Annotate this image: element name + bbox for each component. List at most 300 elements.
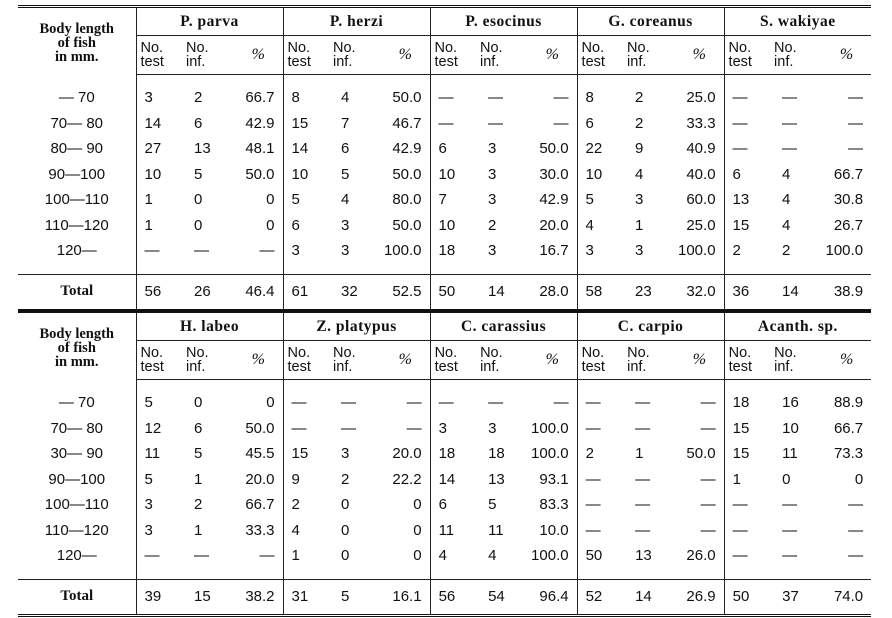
no-test-cell: — bbox=[577, 492, 623, 518]
no-test-cell: — bbox=[577, 416, 623, 442]
no-test-header: No. test bbox=[283, 341, 329, 380]
no-inf-cell: 3 bbox=[488, 165, 497, 183]
total-no-test-cell: 56 bbox=[430, 579, 476, 615]
no-test-cell: 10 bbox=[283, 162, 329, 188]
no-inf-cell: 3 bbox=[635, 191, 644, 209]
no-test-header: No. test bbox=[136, 36, 182, 75]
table-row bbox=[18, 136, 871, 162]
no-inf-cell: 4 bbox=[782, 191, 791, 209]
no-test-cell: 3 bbox=[430, 416, 476, 442]
percent-cell: 100.0 bbox=[531, 419, 569, 437]
total-no-inf-cell: 5 bbox=[329, 579, 377, 615]
no-inf-cell: 0 bbox=[341, 521, 350, 539]
no-inf-cell: 4 bbox=[782, 165, 791, 183]
no-test-cell: 11 bbox=[136, 441, 182, 467]
species-name: C. carassius bbox=[430, 312, 577, 341]
no-inf-cell: 0 bbox=[194, 216, 203, 234]
no-inf-header: No. inf. bbox=[182, 36, 230, 75]
table-row bbox=[18, 187, 871, 213]
percent-cell: 100.0 bbox=[825, 242, 864, 260]
percent-cell: — bbox=[848, 140, 864, 158]
total-no-test-cell: 50 bbox=[724, 579, 770, 615]
no-inf-header: No. inf. bbox=[770, 36, 818, 75]
no-inf-cell: — bbox=[341, 419, 357, 437]
length-class-label: 80— 90 bbox=[50, 140, 104, 158]
total-no-test-cell: 50 bbox=[430, 274, 476, 310]
length-class-label: 30— 90 bbox=[50, 445, 104, 463]
table-row bbox=[18, 85, 871, 111]
no-test-cell: 2 bbox=[577, 441, 623, 467]
no-test-cell: — bbox=[724, 518, 770, 544]
species-name: P. parva bbox=[136, 7, 283, 36]
no-inf-cell: 1 bbox=[635, 445, 644, 463]
no-test-cell: 15 bbox=[724, 213, 770, 239]
species-name: H. labeo bbox=[136, 312, 283, 341]
no-inf-cell: — bbox=[635, 394, 651, 412]
total-no-test-cell: 52 bbox=[577, 579, 623, 615]
percent-cell: — bbox=[553, 89, 569, 107]
percent-cell: 66.7 bbox=[245, 89, 275, 107]
no-test-cell: 6 bbox=[577, 111, 623, 137]
no-test-cell: 4 bbox=[283, 518, 329, 544]
no-test-header: No. test bbox=[430, 36, 476, 75]
total-percent-cell: 96.4 bbox=[524, 579, 577, 615]
no-inf-cell: 13 bbox=[488, 470, 505, 488]
no-test-cell: 1 bbox=[136, 213, 182, 239]
no-inf-cell: 2 bbox=[635, 89, 644, 107]
percent-cell: — bbox=[848, 496, 864, 514]
percent-cell: — bbox=[553, 394, 569, 412]
body-length-header: Body length of fish in mm. bbox=[18, 7, 136, 75]
no-test-cell: 10 bbox=[430, 213, 476, 239]
no-test-cell: 2 bbox=[724, 238, 770, 264]
percent-cell: — bbox=[848, 89, 864, 107]
total-no-inf-cell: 15 bbox=[182, 579, 230, 615]
total-percent-cell: 32.0 bbox=[671, 274, 724, 310]
percent-cell: 93.1 bbox=[539, 470, 569, 488]
percent-cell: 20.0 bbox=[245, 470, 275, 488]
no-test-cell: 6 bbox=[430, 492, 476, 518]
percent-cell: 0 bbox=[266, 216, 275, 234]
no-test-header: No. test bbox=[136, 341, 182, 380]
percent-cell: — bbox=[848, 547, 864, 565]
table-row bbox=[18, 213, 871, 239]
no-inf-cell: — bbox=[635, 470, 651, 488]
no-test-cell: 2 bbox=[283, 492, 329, 518]
no-test-cell: 14 bbox=[283, 136, 329, 162]
percent-cell: 50.0 bbox=[392, 216, 422, 234]
no-inf-cell: 4 bbox=[488, 547, 497, 565]
no-inf-cell: — bbox=[635, 521, 651, 539]
table-row bbox=[18, 467, 871, 493]
total-no-inf-cell: 32 bbox=[329, 274, 377, 310]
species-name: Z. platypus bbox=[283, 312, 430, 341]
no-inf-cell: — bbox=[194, 242, 209, 260]
length-class-label: 120— bbox=[56, 547, 97, 565]
percent-cell: — bbox=[259, 547, 275, 565]
no-inf-cell: 13 bbox=[635, 547, 652, 565]
no-test-cell: — bbox=[724, 85, 770, 111]
no-inf-cell: 4 bbox=[341, 89, 350, 107]
total-no-inf-cell: 14 bbox=[476, 274, 524, 310]
percent-cell: — bbox=[259, 242, 275, 260]
total-no-test-cell: 39 bbox=[136, 579, 182, 615]
no-inf-cell: 3 bbox=[488, 419, 497, 437]
infection-table-bottom bbox=[18, 310, 871, 617]
table-row bbox=[18, 492, 871, 518]
total-percent-cell: 16.1 bbox=[377, 579, 430, 615]
no-inf-cell: 3 bbox=[341, 242, 350, 260]
percent-cell: — bbox=[700, 496, 716, 514]
species-name: G. coreanus bbox=[577, 7, 724, 36]
no-test-cell: 4 bbox=[430, 543, 476, 569]
percent-cell: 80.0 bbox=[392, 191, 422, 209]
length-class-label: 90—100 bbox=[48, 165, 106, 183]
percent-cell: — bbox=[700, 419, 716, 437]
no-inf-cell: 3 bbox=[488, 191, 497, 209]
percent-cell: — bbox=[700, 470, 716, 488]
total-no-test-cell: 58 bbox=[577, 274, 623, 310]
total-percent-cell: 26.9 bbox=[671, 579, 724, 615]
total-percent-cell: 38.2 bbox=[230, 579, 283, 615]
no-test-cell: — bbox=[577, 467, 623, 493]
no-test-cell: 6 bbox=[283, 213, 329, 239]
no-inf-cell: 13 bbox=[194, 140, 211, 158]
percent-cell: 0 bbox=[413, 547, 422, 565]
no-test-cell: 18 bbox=[430, 238, 476, 264]
no-inf-cell: 5 bbox=[194, 445, 203, 463]
total-no-inf-cell: 54 bbox=[476, 579, 524, 615]
no-test-cell: 9 bbox=[283, 467, 329, 493]
no-inf-header: No. inf. bbox=[476, 341, 524, 380]
percent-header: % bbox=[524, 36, 577, 75]
no-inf-cell: 16 bbox=[782, 394, 799, 412]
no-inf-cell: 2 bbox=[635, 114, 644, 132]
no-inf-header: No. inf. bbox=[182, 341, 230, 380]
no-inf-header: No. inf. bbox=[770, 341, 818, 380]
no-test-cell: 50 bbox=[577, 543, 623, 569]
species-name: C. carpio bbox=[577, 312, 724, 341]
no-inf-cell: 3 bbox=[341, 445, 350, 463]
percent-cell: 40.0 bbox=[686, 165, 716, 183]
percent-cell: 100.0 bbox=[678, 242, 716, 260]
no-inf-cell: 9 bbox=[635, 140, 644, 158]
percent-cell: 20.0 bbox=[539, 216, 569, 234]
no-inf-header: No. inf. bbox=[329, 36, 377, 75]
species-name: P. herzi bbox=[283, 7, 430, 36]
no-inf-cell: 0 bbox=[341, 496, 350, 514]
percent-cell: 50.0 bbox=[392, 165, 422, 183]
no-test-cell: — bbox=[577, 390, 623, 416]
no-test-cell: 1 bbox=[136, 187, 182, 213]
no-inf-cell: 4 bbox=[635, 165, 644, 183]
percent-cell: — bbox=[848, 521, 864, 539]
no-inf-header: No. inf. bbox=[623, 36, 671, 75]
no-test-cell: — bbox=[430, 111, 476, 137]
no-inf-cell: 2 bbox=[488, 216, 497, 234]
percent-cell: 50.0 bbox=[245, 165, 275, 183]
percent-cell: 66.7 bbox=[833, 165, 864, 183]
no-inf-cell: 3 bbox=[488, 242, 497, 260]
no-test-cell: 22 bbox=[577, 136, 623, 162]
total-no-test-cell: 36 bbox=[724, 274, 770, 310]
percent-cell: 40.9 bbox=[686, 140, 716, 158]
percent-cell: 83.3 bbox=[539, 496, 569, 514]
length-class-label: 90—100 bbox=[48, 470, 106, 488]
percent-cell: — bbox=[700, 394, 716, 412]
percent-cell: 25.0 bbox=[686, 89, 716, 107]
percent-header: % bbox=[230, 341, 283, 380]
no-inf-cell: 10 bbox=[782, 419, 799, 437]
percent-cell: 42.9 bbox=[539, 191, 569, 209]
no-inf-cell: 11 bbox=[782, 445, 798, 463]
no-test-cell: 10 bbox=[577, 162, 623, 188]
total-percent-cell: 52.5 bbox=[377, 274, 430, 310]
table-row bbox=[18, 238, 871, 264]
percent-cell: 0 bbox=[266, 394, 275, 412]
percent-header: % bbox=[524, 341, 577, 380]
no-inf-cell: 11 bbox=[488, 521, 504, 539]
percent-cell: 20.0 bbox=[392, 445, 422, 463]
no-inf-cell: — bbox=[635, 496, 651, 514]
percent-header: % bbox=[818, 36, 871, 75]
no-inf-cell: 4 bbox=[782, 216, 791, 234]
no-test-cell: — bbox=[136, 543, 182, 569]
no-inf-cell: — bbox=[488, 394, 504, 412]
no-inf-cell: 1 bbox=[635, 216, 644, 234]
length-class-label: 70— 80 bbox=[50, 114, 104, 132]
percent-cell: 66.7 bbox=[833, 419, 864, 437]
total-label: Total bbox=[18, 579, 136, 615]
percent-cell: 100.0 bbox=[383, 242, 422, 260]
no-test-cell: 18 bbox=[430, 441, 476, 467]
total-no-inf-cell: 37 bbox=[770, 579, 818, 615]
percent-cell: 50.0 bbox=[539, 140, 569, 158]
no-test-cell: 14 bbox=[430, 467, 476, 493]
no-inf-cell: 3 bbox=[635, 242, 644, 260]
total-no-test-cell: 61 bbox=[283, 274, 329, 310]
table-row bbox=[18, 162, 871, 188]
no-inf-cell: — bbox=[488, 114, 504, 132]
length-class-label: 110—120 bbox=[44, 216, 109, 234]
percent-header: % bbox=[671, 341, 724, 380]
table-row bbox=[18, 441, 871, 467]
infection-table-top bbox=[18, 5, 871, 312]
percent-cell: — bbox=[406, 394, 422, 412]
length-class-label: 110—120 bbox=[44, 521, 109, 539]
no-test-cell: 15 bbox=[283, 441, 329, 467]
no-inf-cell: 0 bbox=[194, 394, 203, 412]
no-test-header: No. test bbox=[430, 341, 476, 380]
no-test-cell: 4 bbox=[577, 213, 623, 239]
no-inf-cell: — bbox=[488, 89, 504, 107]
species-name: Acanth. sp. bbox=[724, 312, 871, 341]
no-test-cell: 7 bbox=[430, 187, 476, 213]
percent-cell: 42.9 bbox=[392, 140, 422, 158]
percent-cell: 50.0 bbox=[245, 419, 275, 437]
percent-header: % bbox=[377, 341, 430, 380]
no-test-cell: 13 bbox=[724, 187, 770, 213]
no-inf-cell: 0 bbox=[341, 547, 350, 565]
total-no-inf-cell: 14 bbox=[770, 274, 818, 310]
percent-cell: 0 bbox=[266, 191, 275, 209]
percent-cell: 0 bbox=[413, 496, 422, 514]
no-inf-cell: — bbox=[194, 547, 209, 565]
total-no-inf-cell: 14 bbox=[623, 579, 671, 615]
percent-header: % bbox=[818, 341, 871, 380]
percent-cell: 25.0 bbox=[686, 216, 716, 234]
percent-cell: — bbox=[848, 114, 864, 132]
no-test-cell: — bbox=[724, 543, 770, 569]
percent-cell: 0 bbox=[413, 521, 422, 539]
percent-cell: 16.7 bbox=[539, 242, 569, 260]
no-test-cell: 6 bbox=[430, 136, 476, 162]
percent-cell: — bbox=[553, 114, 569, 132]
no-inf-cell: 1 bbox=[194, 470, 203, 488]
no-test-cell: 5 bbox=[283, 187, 329, 213]
no-test-header: No. test bbox=[577, 36, 623, 75]
percent-cell: 22.2 bbox=[392, 470, 422, 488]
percent-cell: 42.9 bbox=[245, 114, 275, 132]
no-test-cell: 11 bbox=[430, 518, 476, 544]
no-test-cell: — bbox=[577, 518, 623, 544]
percent-cell: 88.9 bbox=[833, 394, 864, 412]
no-test-cell: 5 bbox=[136, 390, 182, 416]
no-test-cell: 5 bbox=[577, 187, 623, 213]
total-percent-cell: 46.4 bbox=[230, 274, 283, 310]
no-test-cell: — bbox=[724, 136, 770, 162]
percent-cell: 26.0 bbox=[686, 547, 716, 565]
percent-header: % bbox=[377, 36, 430, 75]
no-inf-cell: 2 bbox=[341, 470, 350, 488]
no-inf-cell: — bbox=[782, 496, 798, 514]
no-inf-cell: 1 bbox=[194, 521, 203, 539]
percent-cell: 100.0 bbox=[531, 445, 569, 463]
no-test-cell: — bbox=[283, 390, 329, 416]
total-no-test-cell: 56 bbox=[136, 274, 182, 310]
no-inf-cell: — bbox=[782, 114, 798, 132]
total-row bbox=[18, 274, 871, 310]
no-test-header: No. test bbox=[724, 341, 770, 380]
no-test-cell: 1 bbox=[283, 543, 329, 569]
no-test-cell: — bbox=[136, 238, 182, 264]
length-class-label: 100—110 bbox=[44, 496, 109, 514]
table-row bbox=[18, 518, 871, 544]
no-inf-cell: — bbox=[635, 419, 651, 437]
no-inf-cell: 5 bbox=[488, 496, 497, 514]
no-test-cell: 15 bbox=[283, 111, 329, 137]
species-name: P. esocinus bbox=[430, 7, 577, 36]
no-test-header: No. test bbox=[283, 36, 329, 75]
no-inf-cell: 6 bbox=[341, 140, 350, 158]
no-inf-cell: 5 bbox=[194, 165, 203, 183]
no-inf-cell: 4 bbox=[341, 191, 350, 209]
percent-header: % bbox=[230, 36, 283, 75]
no-test-header: No. test bbox=[577, 341, 623, 380]
no-inf-header: No. inf. bbox=[623, 341, 671, 380]
length-class-label: — 70 bbox=[58, 89, 95, 107]
no-test-cell: 15 bbox=[724, 416, 770, 442]
total-row bbox=[18, 579, 871, 615]
percent-cell: 0 bbox=[854, 470, 864, 488]
no-test-cell: 6 bbox=[724, 162, 770, 188]
no-inf-cell: 3 bbox=[341, 216, 350, 234]
no-inf-header: No. inf. bbox=[329, 341, 377, 380]
no-test-cell: 3 bbox=[136, 85, 182, 111]
no-test-cell: — bbox=[724, 492, 770, 518]
no-inf-cell: — bbox=[782, 89, 798, 107]
no-inf-cell: 0 bbox=[194, 191, 203, 209]
no-test-cell: 8 bbox=[577, 85, 623, 111]
percent-cell: 33.3 bbox=[686, 114, 716, 132]
no-test-cell: — bbox=[430, 390, 476, 416]
no-inf-cell: 2 bbox=[782, 242, 791, 260]
no-test-header: No. test bbox=[724, 36, 770, 75]
percent-cell: 50.0 bbox=[686, 445, 716, 463]
species-name: S. wakiyae bbox=[724, 7, 871, 36]
no-test-cell: 3 bbox=[577, 238, 623, 264]
no-test-cell: 10 bbox=[430, 162, 476, 188]
total-percent-cell: 28.0 bbox=[524, 274, 577, 310]
no-inf-cell: 6 bbox=[194, 419, 203, 437]
no-test-cell: 3 bbox=[136, 518, 182, 544]
table-row bbox=[18, 543, 871, 569]
length-class-label: 70— 80 bbox=[50, 419, 104, 437]
percent-cell: 45.5 bbox=[245, 445, 275, 463]
no-test-cell: 12 bbox=[136, 416, 182, 442]
no-test-cell: — bbox=[724, 111, 770, 137]
no-test-cell: 1 bbox=[724, 467, 770, 493]
percent-cell: — bbox=[406, 419, 422, 437]
no-test-cell: 5 bbox=[136, 467, 182, 493]
table-row bbox=[18, 111, 871, 137]
percent-cell: 60.0 bbox=[686, 191, 716, 209]
percent-cell: 30.8 bbox=[833, 191, 864, 209]
body-length-header: Body length of fish in mm. bbox=[18, 312, 136, 380]
percent-cell: 46.7 bbox=[392, 114, 422, 132]
no-test-cell: 27 bbox=[136, 136, 182, 162]
length-class-label: 100—110 bbox=[44, 191, 109, 209]
no-inf-header: No. inf. bbox=[476, 36, 524, 75]
percent-cell: 73.3 bbox=[833, 445, 864, 463]
total-percent-cell: 38.9 bbox=[818, 274, 871, 310]
percent-header: % bbox=[671, 36, 724, 75]
table-row bbox=[18, 390, 871, 416]
no-inf-cell: 5 bbox=[341, 165, 350, 183]
no-test-cell: 8 bbox=[283, 85, 329, 111]
percent-cell: 100.0 bbox=[531, 547, 569, 565]
length-class-label: 120— bbox=[56, 242, 97, 260]
length-class-label: — 70 bbox=[58, 394, 95, 412]
no-test-cell: 15 bbox=[724, 441, 770, 467]
total-no-test-cell: 31 bbox=[283, 579, 329, 615]
total-no-inf-cell: 23 bbox=[623, 274, 671, 310]
no-test-cell: — bbox=[283, 416, 329, 442]
total-no-inf-cell: 26 bbox=[182, 274, 230, 310]
percent-cell: 48.1 bbox=[245, 140, 275, 158]
no-inf-cell: — bbox=[341, 394, 357, 412]
percent-cell: 30.0 bbox=[539, 165, 569, 183]
no-inf-cell: — bbox=[782, 521, 798, 539]
percent-cell: 26.7 bbox=[833, 216, 864, 234]
no-inf-cell: 2 bbox=[194, 89, 203, 107]
no-test-cell: 14 bbox=[136, 111, 182, 137]
no-inf-cell: 7 bbox=[341, 114, 350, 132]
no-test-cell: 18 bbox=[724, 390, 770, 416]
percent-cell: — bbox=[700, 521, 716, 539]
no-inf-cell: 3 bbox=[488, 140, 497, 158]
table-row bbox=[18, 416, 871, 442]
